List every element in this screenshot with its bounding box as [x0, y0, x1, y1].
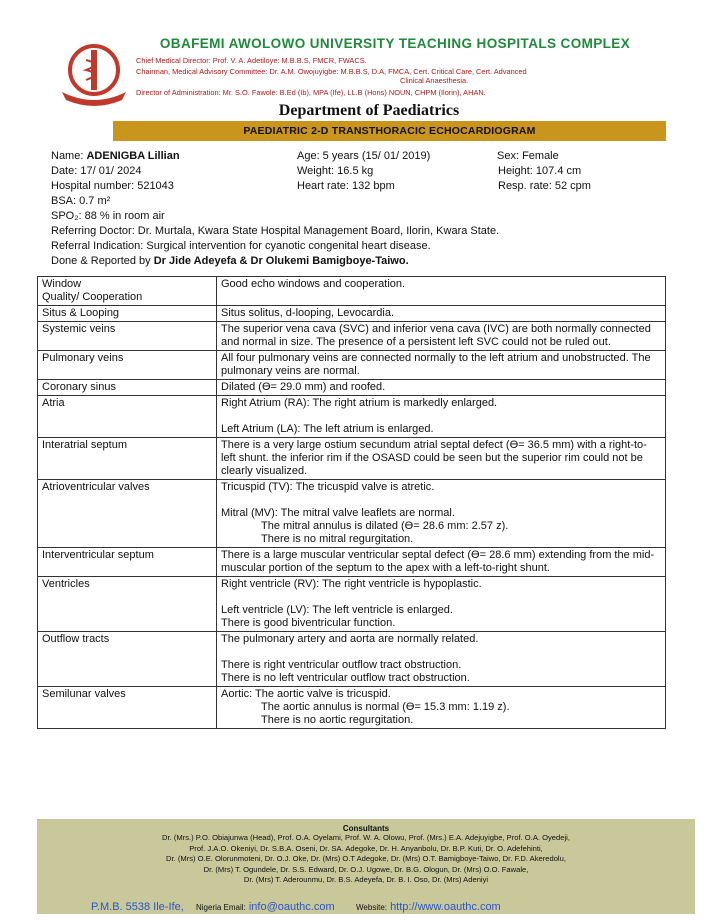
consultant-line: Dr. (Mrs) O.E. Olorunmoteni, Dr. O.J. Oke, Dr. (Mrs) O.T Adegoke, Dr. (Mrs) O.T. Bamigboye-Taiwo, Dr. F.D. Akeredolu, — [166, 854, 566, 864]
finding-label: Atria — [38, 396, 217, 438]
bsa: BSA: 0.7 m² — [51, 195, 111, 207]
finding-row — [38, 548, 666, 577]
finding-row — [38, 480, 666, 548]
patient-height: Height: 107.4 cm — [498, 165, 582, 177]
finding-value: Good echo windows and cooperation. — [217, 277, 666, 306]
finding-value: Aortic: The aortic valve is tricuspid. The aortic annulus is normal (ϴ= 15.3 mm: 1.19 z). There is no aortic regurgitation. — [217, 687, 666, 729]
resp-rate: Resp. rate: 52 cpm — [498, 180, 591, 192]
finding-value: There is a large muscular ventricular septal defect (ϴ= 28.6 mm) extending from the mid-muscular portion of the septum to the apex with a left-to-right shunt. — [217, 548, 666, 577]
website-label: Website: — [356, 903, 387, 912]
finding-row — [38, 687, 666, 729]
finding-row — [38, 380, 666, 396]
chief-medical-director: Chief Medical Director: Prof. V. A. Adetiloye: M.B.B.S, FMCR, FWACS. — [136, 56, 367, 65]
reported-by: Done & Reported by Dr Jide Adeyefa & Dr Olukemi Bamigboye-Taiwo. — [51, 255, 409, 267]
consultant-line: Dr. (Mrs.) P.O. Obiajunwa (Head), Prof. O.A. Oyelami, Prof. W. A. Olowu, Prof. (Mrs.) E.A. Adejuyigbe, Prof. O.A. Oyedeji, — [162, 833, 570, 842]
cmac-chairman-cont: Clinical Anaesthesia. — [400, 76, 469, 85]
department-title: Department of Paediatrics — [278, 102, 460, 119]
consultants-title: Consultants — [342, 824, 390, 833]
finding-row — [38, 577, 666, 632]
finding-label: Pulmonary veins — [38, 351, 217, 380]
email-label: Nigeria Email: — [195, 903, 246, 912]
finding-value: All four pulmonary veins are connected normally to the left atrium and unobstructed. The pulmonary veins are normal. — [217, 351, 666, 380]
finding-row — [38, 438, 666, 480]
finding-label: Outflow tracts — [38, 632, 217, 687]
finding-value: There is a very large ostium secundum atrial septal defect (ϴ= 36.5 mm) with a right-to-left shunt. the inferior rim if the OSASD could be seen but the superior rim could not be clearly visualized. — [217, 438, 666, 480]
referral-indication: Referral Indication: Surgical intervention for cyanotic congenital heart disease. — [51, 240, 431, 252]
finding-label: Interatrial septum — [38, 438, 217, 480]
finding-value: Right Atrium (RA): The right atrium is markedly enlarged. Left Atrium (LA): The left atrium is enlarged. — [217, 396, 666, 438]
website-link[interactable]: http://www.oauthc.com — [390, 901, 501, 913]
report-title-banner: PAEDIATRIC 2-D TRANSTHORACIC ECHOCARDIOGRAM — [113, 121, 666, 141]
pmb-address: P.M.B. 5538 Ile-Ife, — [91, 901, 184, 913]
email-link[interactable]: info@oauthc.com — [248, 901, 335, 913]
director-of-administration: Director of Administration: Mr. S.O. Fawole: B.Ed (Ib), MPA (Ife), LL.B (Hons) NOUN, CHPM (Ilorin), AHAN. — [136, 88, 486, 97]
finding-label: Systemic veins — [38, 322, 217, 351]
finding-row — [38, 351, 666, 380]
hospital-number: Hospital number: 521043 — [51, 180, 174, 192]
finding-value: The superior vena cava (SVC) and inferior vena cava (IVC) are both normally connected and normal in size. The presence of a persistent left SVC could not be ruled out. — [217, 322, 666, 351]
referring-doctor: Referring Doctor: Dr. Murtala, Kwara State Hospital Management Board, Ilorin, Kwara State. — [51, 225, 500, 237]
hospital-logo — [56, 42, 132, 106]
finding-label: Interventricular septum — [38, 548, 217, 577]
spo2: SPO₂: 88 % in room air — [51, 210, 165, 222]
report-date: Date: 17/ 01/ 2024 — [51, 165, 142, 177]
patient-name: Name: ADENIGBA Lillian — [51, 150, 180, 162]
finding-row — [38, 322, 666, 351]
patient-age: Age: 5 years (15/ 01/ 2019) — [297, 150, 431, 162]
finding-label: Ventricles — [38, 577, 217, 632]
heart-rate: Heart rate: 132 bpm — [297, 180, 395, 192]
patient-weight: Weight: 16.5 kg — [297, 165, 374, 177]
finding-label: Situs & Looping — [38, 306, 217, 322]
finding-row — [38, 632, 666, 687]
finding-value: Right ventricle (RV): The right ventricle is hypoplastic. Left ventricle (LV): The left ventricle is enlarged. There is good biventricular function. — [217, 577, 666, 632]
finding-label: Semilunar valves — [38, 687, 217, 729]
cmac-chairman: Chairman, Medical Advisory Committee: Dr. A.M. Owojuyigbe: M.B.B.S, D.A, FMCA, Cert. Critical Care, Cert. Advanced — [136, 67, 527, 76]
finding-label: Coronary sinus — [38, 380, 217, 396]
patient-sex: Sex: Female — [497, 150, 559, 162]
consultants-footer — [37, 819, 695, 914]
finding-row — [38, 306, 666, 322]
hospital-name: OBAFEMI AWOLOWO UNIVERSITY TEACHING HOSPITALS COMPLEX — [159, 36, 631, 51]
finding-value: The pulmonary artery and aorta are normally related. There is right ventricular outflow tract obstruction. There is no left ventricular outflow tract obstruction. — [217, 632, 666, 687]
finding-value: Tricuspid (TV): The tricuspid valve is atretic. Mitral (MV): The mitral valve leaflets are normal. The mitral annulus is dilated (ϴ= 28.6 mm: 2.57 z). There is no mitral regurgitation. — [217, 480, 666, 548]
finding-label: Atrioventricular valves — [38, 480, 217, 548]
consultant-line: Prof. J.A.O. Okeniyi, Dr. S.B.A. Oseni, Dr. SA. Adegoke, Dr. H. Anyanbolu, Dr. B.P. Kuti, Dr. O. Adefehinti, — [189, 843, 543, 853]
consultant-line: Dr. (Mrs) T. Ogundele, Dr. S.S. Edward, Dr. O.J. Ugowe, Dr. B.G. Ologun, Dr. (Mrs) O.O. Fawale, — [203, 864, 529, 874]
consultant-line: Dr. (Mrs) T. Aderounmu, Dr. B.S. Adeyefa, Dr. B. I. Oso, Dr. (Mrs) Adeniyi — [243, 875, 489, 885]
findings-table — [37, 276, 666, 729]
finding-label: Window Quality/ Cooperation — [38, 277, 217, 306]
finding-row — [38, 396, 666, 438]
contact-line — [91, 901, 501, 913]
finding-row — [38, 277, 666, 306]
finding-value: Situs solitus, d-looping, Levocardia. — [217, 306, 666, 322]
finding-value: Dilated (ϴ= 29.0 mm) and roofed. — [217, 380, 666, 396]
letterhead — [0, 0, 720, 108]
